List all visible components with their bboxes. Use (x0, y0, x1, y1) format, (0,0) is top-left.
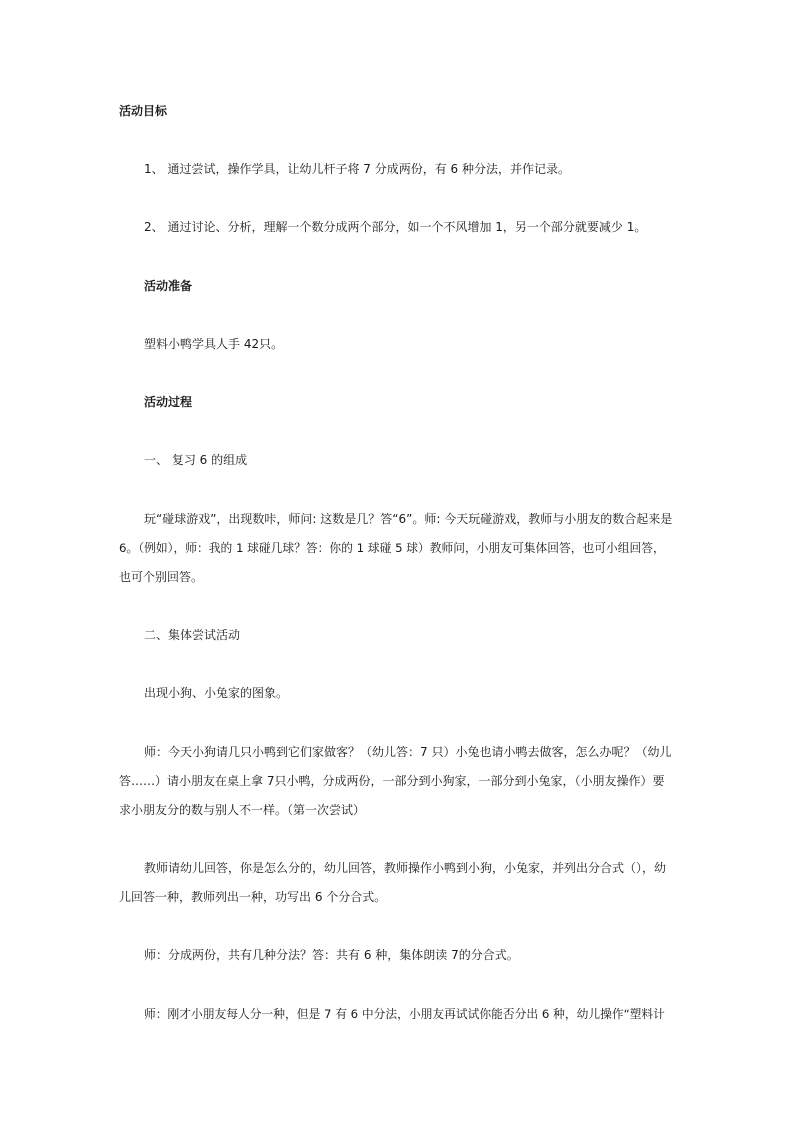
paragraph-3-line-1: 师：今天小狗请几只小鸭到它们家做客？（幼儿答：7 只）小兔也请小鸭去做客，怎么办呢？（幼儿 (144, 745, 672, 759)
goal-item-2: 2、 通过讨论、分析，理解一个数分成两个部分，如一个不风增加 1，另一个部分就要减少 1。 (144, 220, 647, 234)
paragraph-4-line-2: 儿回答一种，教师列出一种，功写出 6 个分合式。 (119, 890, 387, 904)
paragraph-1-line-2: 6。（例如），师：我的 1 球碰几球？答：你的 1 球碰 5 球）教师问，小朋友可集体回答，也可小组回答， (119, 541, 665, 555)
prep-text: 塑料小鸭学具人手 42只。 (144, 337, 284, 351)
paragraph-4-line-1: 教师请幼儿回答，你是怎么分的，幼儿回答，教师操作小鸭到小狗，小兔家，并列出分合式（），幼 (144, 861, 667, 875)
heading-activity-goal: 活动目标 (119, 104, 168, 118)
section-1-title: 一、 复习 6 的组成 (144, 453, 248, 467)
paragraph-3-line-3: 求小朋友分的数与别人不一样。（第一次尝试） (119, 803, 366, 817)
paragraph-1-line-1: 玩“碰球游戏”，出现数咔，师问: 这数是几？答“6”。师: 今天玩碰游戏，教师与小朋友的数合起来是 (144, 512, 673, 526)
paragraph-3-line-2: 答……）请小朋友在桌上拿 7只小鸭，分成两份，一部分到小狗家，一部分到小兔家，（小朋友操作）要 (119, 774, 665, 788)
paragraph-2: 出现小狗、小兔家的图象。 (144, 686, 289, 700)
goal-item-1: 1、 通过尝试，操作学具，让幼儿杆子将 7 分成两份，有 6 种分法，并作记录。 (144, 162, 570, 176)
paragraph-6-line-1: 师：刚才小朋友每人分一种，但是 7 有 6 中分法，小朋友再试试你能否分出 6 种，幼儿操作“塑料计 (144, 1007, 665, 1021)
paragraph-5: 师：分成两份，共有几种分法？答：共有 6 种，集体朗读 7的分合式。 (144, 948, 519, 962)
heading-activity-prep: 活动准备 (144, 279, 193, 293)
paragraph-1-line-3: 也可个别回答。 (119, 570, 204, 584)
section-2-title: 二、集体尝试活动 (144, 628, 241, 642)
heading-activity-process: 活动过程 (144, 395, 193, 409)
